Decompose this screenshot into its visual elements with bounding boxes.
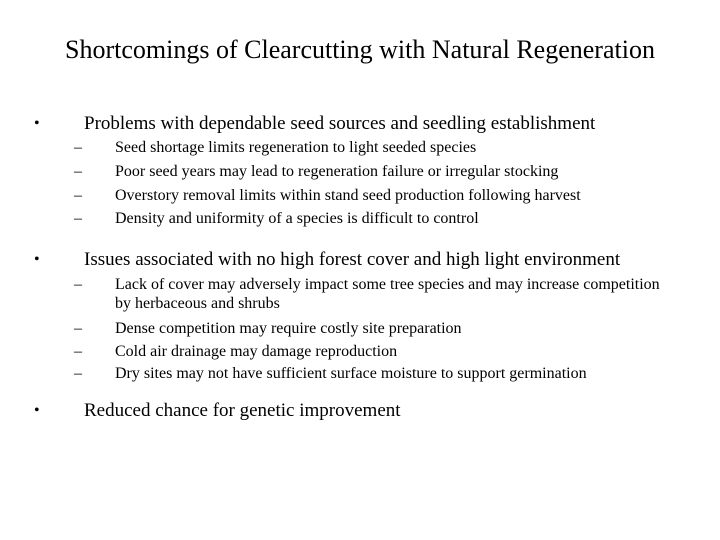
slide-title: Shortcomings of Clearcutting with Natural Regeneration (65, 35, 655, 64)
sub-bullet-marker: – (74, 343, 82, 360)
bullet-marker: • (34, 251, 40, 268)
bullet-item (0, 248, 720, 272)
sub-bullet-marker: – (74, 320, 82, 337)
sub-bullet-text: Lack of cover may adversely impact some tree species and may increase competition by herbaceous and shrubs (115, 276, 660, 312)
sub-bullet-marker: – (74, 365, 82, 382)
sub-bullet-marker: – (74, 163, 82, 180)
sub-bullet-text: Overstory removal limits within stand seed production following harvest (115, 187, 581, 204)
sub-bullet-marker: – (74, 276, 82, 293)
sub-bullet-text: Seed shortage limits regeneration to light seeded species (115, 139, 477, 156)
sub-bullet-marker: – (74, 139, 82, 156)
sub-bullet-text: Dry sites may not have sufficient surface moisture to support germination (115, 365, 587, 382)
bullet-item (0, 112, 720, 136)
sub-bullet-text: Dense competition may require costly site preparation (115, 320, 462, 337)
bullet-text: Problems with dependable seed sources and seedling establishment (84, 113, 596, 134)
sub-bullet-text: Density and uniformity of a species is difficult to control (115, 210, 479, 227)
sub-bullet-text: Cold air drainage may damage reproduction (115, 343, 398, 360)
sub-bullet-text: Poor seed years may lead to regeneration failure or irregular stocking (115, 163, 559, 180)
sub-bullet-marker: – (74, 187, 82, 204)
sub-bullet-marker: – (74, 210, 82, 227)
bullet-item (0, 399, 720, 423)
bullet-marker: • (34, 115, 40, 132)
bullet-marker: • (34, 402, 40, 419)
bullet-text: Reduced chance for genetic improvement (84, 400, 401, 421)
bullet-text: Issues associated with no high forest cover and high light environment (84, 249, 621, 270)
